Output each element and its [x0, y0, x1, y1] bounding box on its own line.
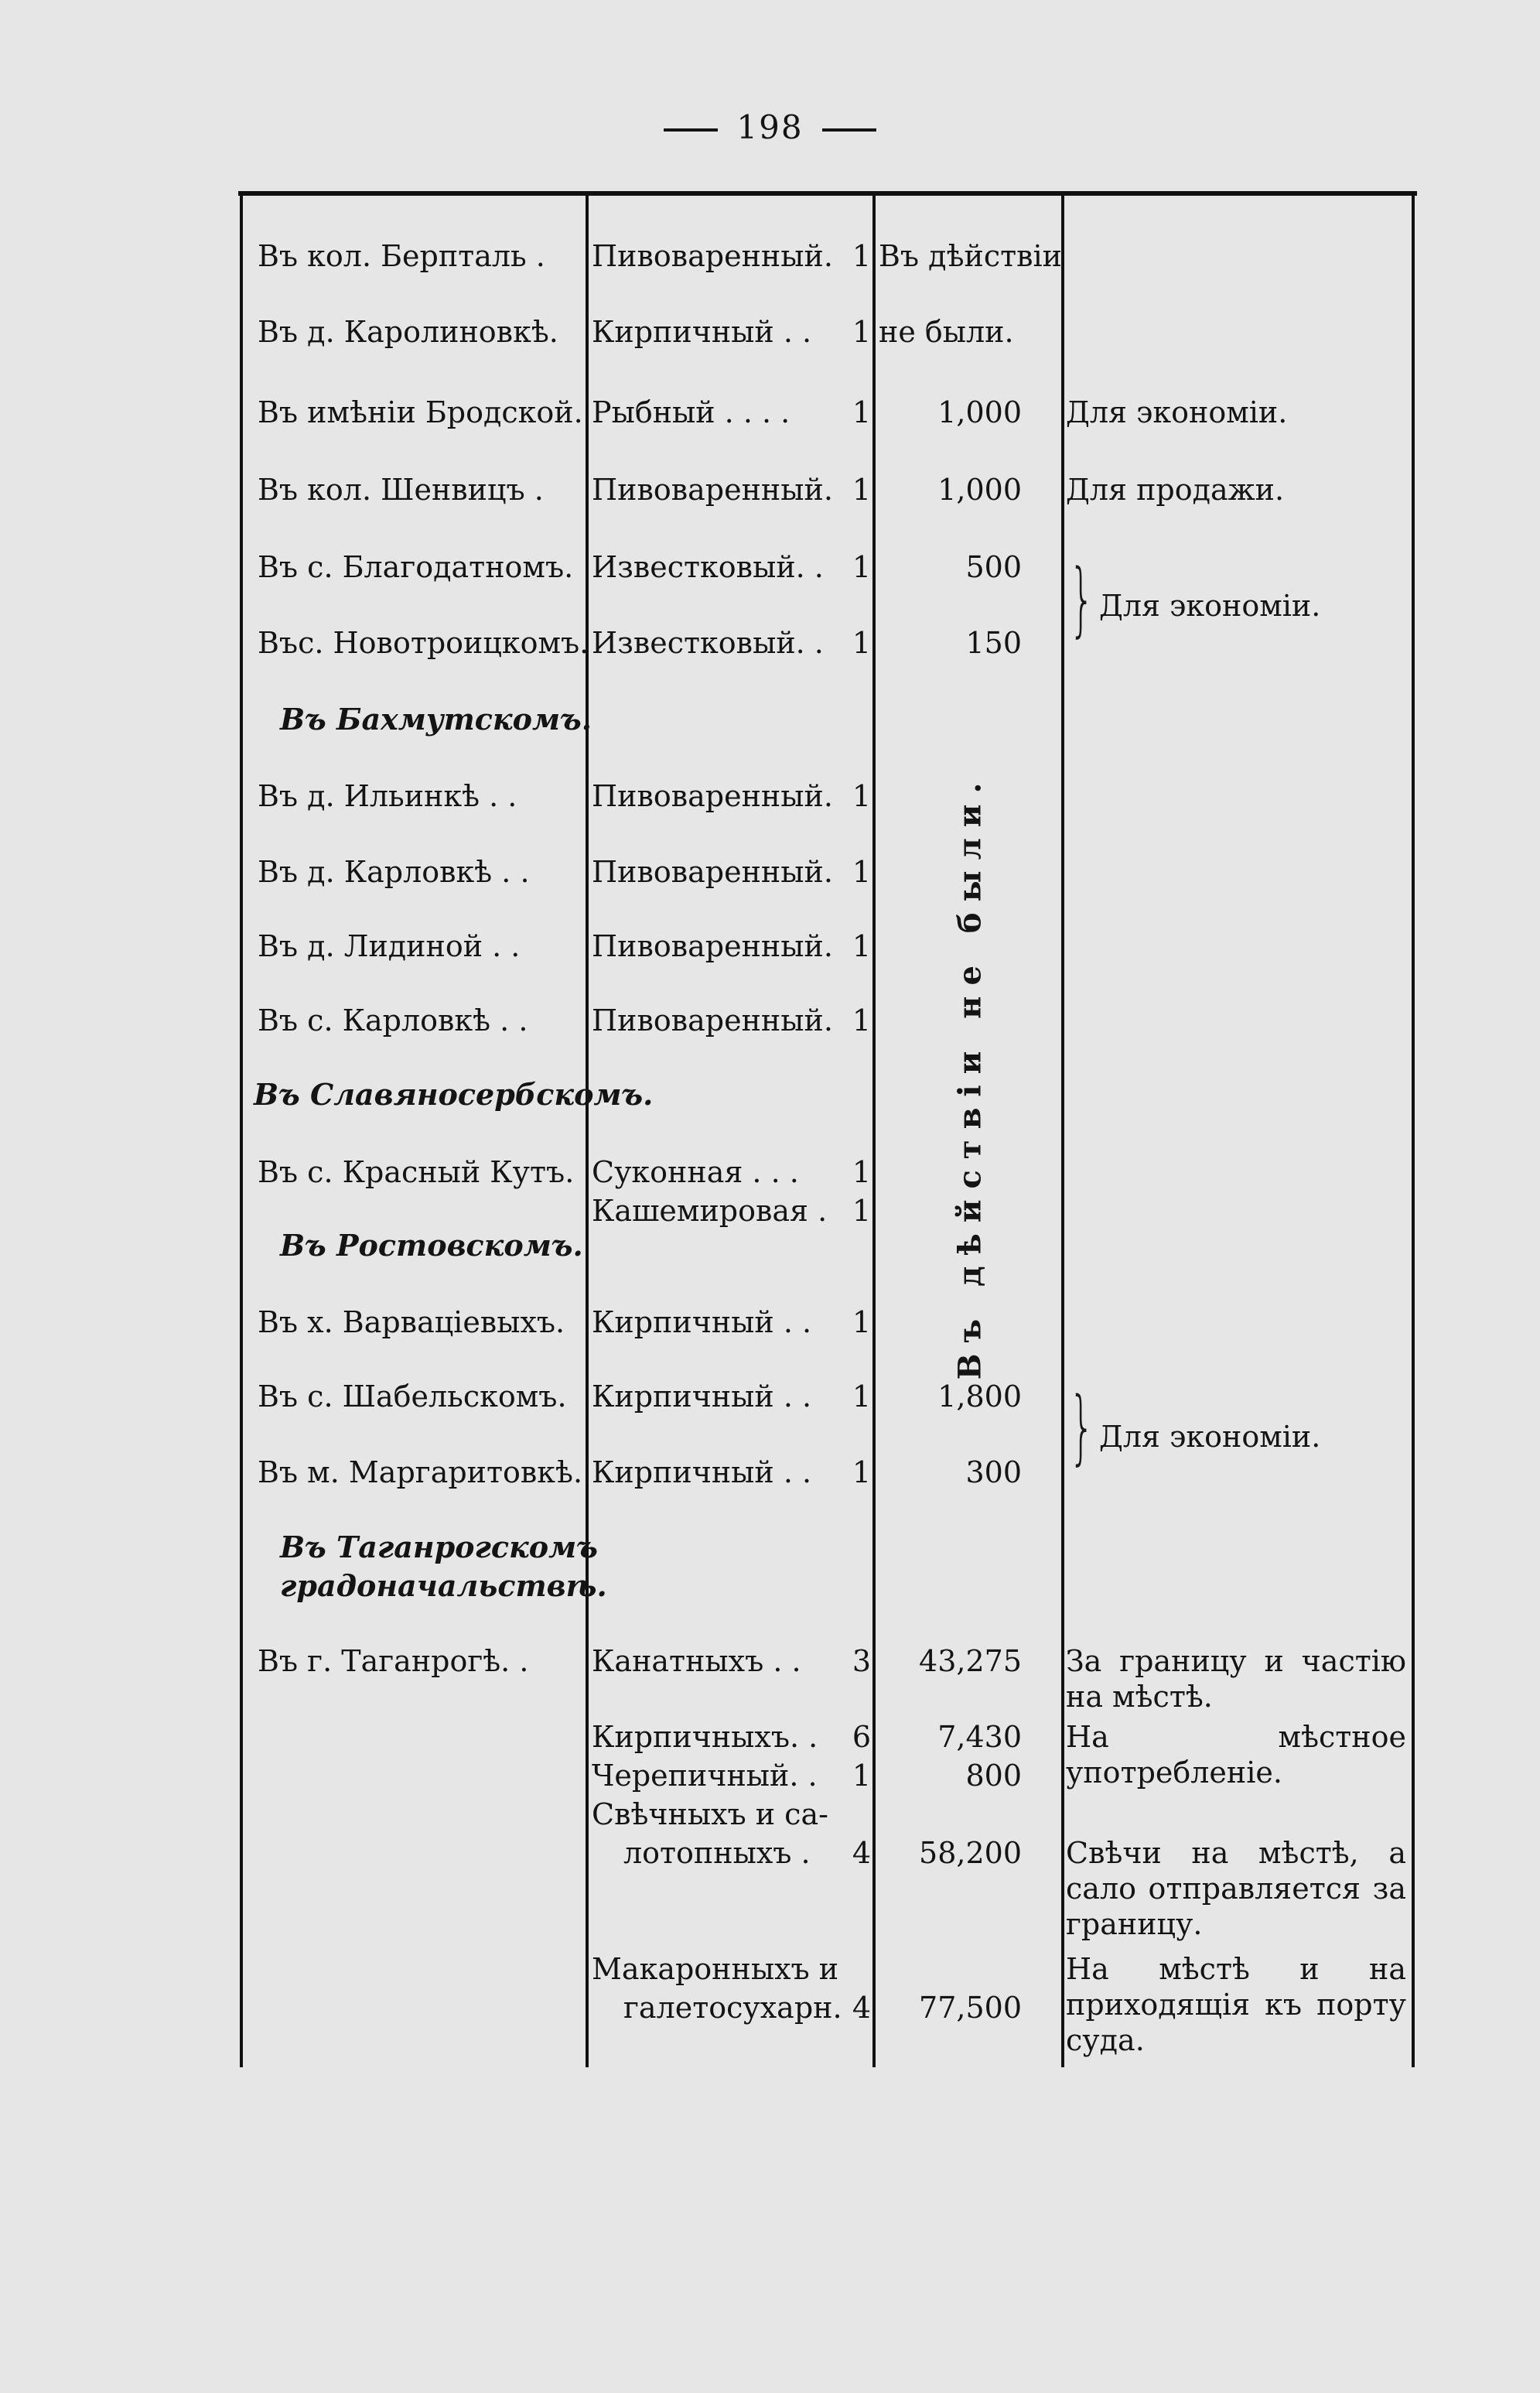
- vertical-note: [935, 771, 1005, 1379]
- count-cell: 1: [852, 315, 871, 349]
- factory-type-cell: Известковый. .: [592, 550, 824, 584]
- factory-type-cell: Кирпичный . .: [592, 1379, 812, 1414]
- table-row: [0, 238, 1540, 308]
- place-cell: Въ д. Карловкѣ . .: [258, 855, 530, 889]
- amount-cell: 500: [965, 550, 1022, 584]
- place-cell: Въ с. Шабельскомъ.: [258, 1379, 567, 1414]
- count-cell: 1: [852, 779, 871, 813]
- factory-type-cell: Кирпичный . .: [592, 315, 812, 349]
- count-cell: 1: [852, 1003, 871, 1038]
- table-row: [0, 1643, 1540, 1713]
- vertical-note-text: Въ дѣйствіи не были.: [951, 771, 989, 1379]
- factory-type-cell: Пивоваренный.: [592, 1003, 833, 1038]
- count-cell: 4: [852, 1991, 871, 2025]
- count-cell: 1: [852, 1305, 871, 1339]
- count-cell: 1: [852, 1759, 871, 1793]
- count-cell: 1: [852, 550, 871, 584]
- factory-type-cell: Пивоваренный.: [592, 855, 833, 889]
- place-cell: Въ м. Маргаритовкѣ.: [258, 1455, 583, 1489]
- table-top-rule: [238, 191, 1417, 196]
- factory-type-cell: Кирпичный . .: [592, 1455, 812, 1489]
- table-row: [0, 1003, 1540, 1072]
- amount-cell: 7,430: [937, 1720, 1022, 1754]
- brace-glyph: }: [1069, 552, 1095, 646]
- note-cell: На мѣстѣ и на приходящія къ порту суда.: [1066, 1952, 1406, 2057]
- table-row: [0, 395, 1540, 464]
- count-cell: 1: [852, 626, 871, 660]
- place-cell: Въ д. Каролиновкѣ.: [258, 315, 558, 349]
- place-cell: Въ д. Лидиной . .: [258, 929, 521, 963]
- note-cell: На мѣстное употребленіе.: [1066, 1720, 1406, 1790]
- place-cell: Въс. Новотроицкомъ.: [258, 626, 589, 660]
- place-cell: Въ д. Ильинкѣ . .: [258, 779, 517, 813]
- factory-type-cell: Макаронныхъ и: [592, 1952, 839, 1986]
- place-cell: Въ х. Варваціевыхъ.: [258, 1305, 565, 1339]
- count-cell: 1: [852, 1379, 871, 1414]
- count-cell: 4: [852, 1836, 871, 1870]
- place-cell: Въ кол. Шенвицъ .: [258, 473, 544, 507]
- brace-note: Для экономіи.: [1099, 589, 1321, 623]
- table-row: [0, 778, 1540, 848]
- brace-note: Для экономіи.: [1099, 1420, 1321, 1454]
- factory-type-cell: Черепичный. .: [592, 1759, 818, 1793]
- district-heading: Въ Таганрогскомъ: [280, 1530, 598, 1564]
- district-heading: Въ Бахмутскомъ.: [280, 702, 592, 737]
- page-number: [0, 108, 1540, 146]
- place-cell: Въ с. Карловкѣ . .: [258, 1003, 528, 1038]
- factory-type-cell: Пивоваренный.: [592, 239, 833, 273]
- table-row: [0, 1193, 1540, 1263]
- district-heading: Въ Славяносербскомъ.: [254, 1077, 654, 1112]
- factory-type-cell: Пивоваренный.: [592, 779, 833, 813]
- brace-glyph: }: [1069, 1379, 1095, 1474]
- factory-type-cell: галетосухарн.: [623, 1991, 842, 2025]
- amount-cell: 1,800: [937, 1379, 1022, 1414]
- factory-type-cell: Кирпичный . .: [592, 1305, 812, 1339]
- count-cell: 1: [852, 1155, 871, 1189]
- count-cell: 1: [852, 395, 871, 429]
- factory-type-cell: Рыбный . . . .: [592, 395, 790, 429]
- place-cell: Въ кол. Берпталь .: [258, 239, 545, 273]
- factory-type-cell: Кашемировая .: [592, 1194, 828, 1228]
- amount-cell: не были.: [879, 315, 1014, 349]
- table-row: [0, 1835, 1540, 1941]
- factory-type-cell: Суконная . . .: [592, 1155, 799, 1189]
- place-cell: Въ имѣніи Бродской.: [258, 395, 583, 429]
- count-cell: 1: [852, 929, 871, 963]
- table-row: [0, 625, 1540, 695]
- amount-cell: 58,200: [919, 1836, 1022, 1870]
- count-cell: 6: [852, 1720, 871, 1754]
- amount-cell: 1,000: [937, 473, 1022, 507]
- amount-cell: 77,500: [919, 1991, 1022, 2025]
- place-cell: Въ с. Благодатномъ.: [258, 550, 574, 584]
- amount-cell: 150: [965, 626, 1022, 660]
- table-row: [0, 472, 1540, 542]
- table-row: [0, 1455, 1540, 1524]
- table-row: [0, 314, 1540, 384]
- district-heading: Въ Ростовскомъ.: [280, 1228, 583, 1263]
- place-cell: Въ г. Таганрогѣ. .: [258, 1644, 529, 1678]
- count-cell: 3: [852, 1644, 871, 1678]
- page-number-text: 198: [736, 108, 804, 146]
- factory-type-cell: Кирпичныхъ. .: [592, 1720, 818, 1754]
- table-row: [0, 928, 1540, 998]
- factory-type-cell: лотопныхъ .: [623, 1836, 811, 1870]
- count-cell: 1: [852, 855, 871, 889]
- amount-cell: 43,275: [919, 1644, 1022, 1678]
- factory-type-cell: Свѣчныхъ и са-: [592, 1797, 828, 1831]
- factory-type-cell: Пивоваренный.: [592, 473, 833, 507]
- note-cell: Для продажи.: [1066, 473, 1285, 507]
- amount-cell: 300: [965, 1455, 1022, 1489]
- note-cell: Свѣчи на мѣстѣ, а сало отправляется за границу.: [1066, 1836, 1406, 1941]
- note-cell: Для экономіи.: [1066, 395, 1288, 429]
- dash-left: [664, 128, 718, 132]
- amount-cell: 800: [965, 1759, 1022, 1793]
- note-cell: За границу и частію на мѣстѣ.: [1066, 1644, 1406, 1714]
- table-row: [0, 1304, 1540, 1374]
- count-cell: 1: [852, 239, 871, 273]
- amount-cell: Въ дѣйствіи: [879, 239, 1062, 273]
- count-cell: 1: [852, 1455, 871, 1489]
- dash-right: [822, 128, 876, 132]
- table-row: [0, 854, 1540, 924]
- factory-type-cell: Пивоваренный.: [592, 929, 833, 963]
- count-cell: 1: [852, 1194, 871, 1228]
- factory-type-cell: Канатныхъ . .: [592, 1644, 801, 1678]
- table-row: [0, 1990, 1540, 2060]
- amount-cell: 1,000: [937, 395, 1022, 429]
- district-heading: градоначальствѣ.: [280, 1568, 607, 1603]
- factory-type-cell: Известковый. .: [592, 626, 824, 660]
- count-cell: 1: [852, 473, 871, 507]
- place-cell: Въ с. Красный Кутъ.: [258, 1155, 575, 1189]
